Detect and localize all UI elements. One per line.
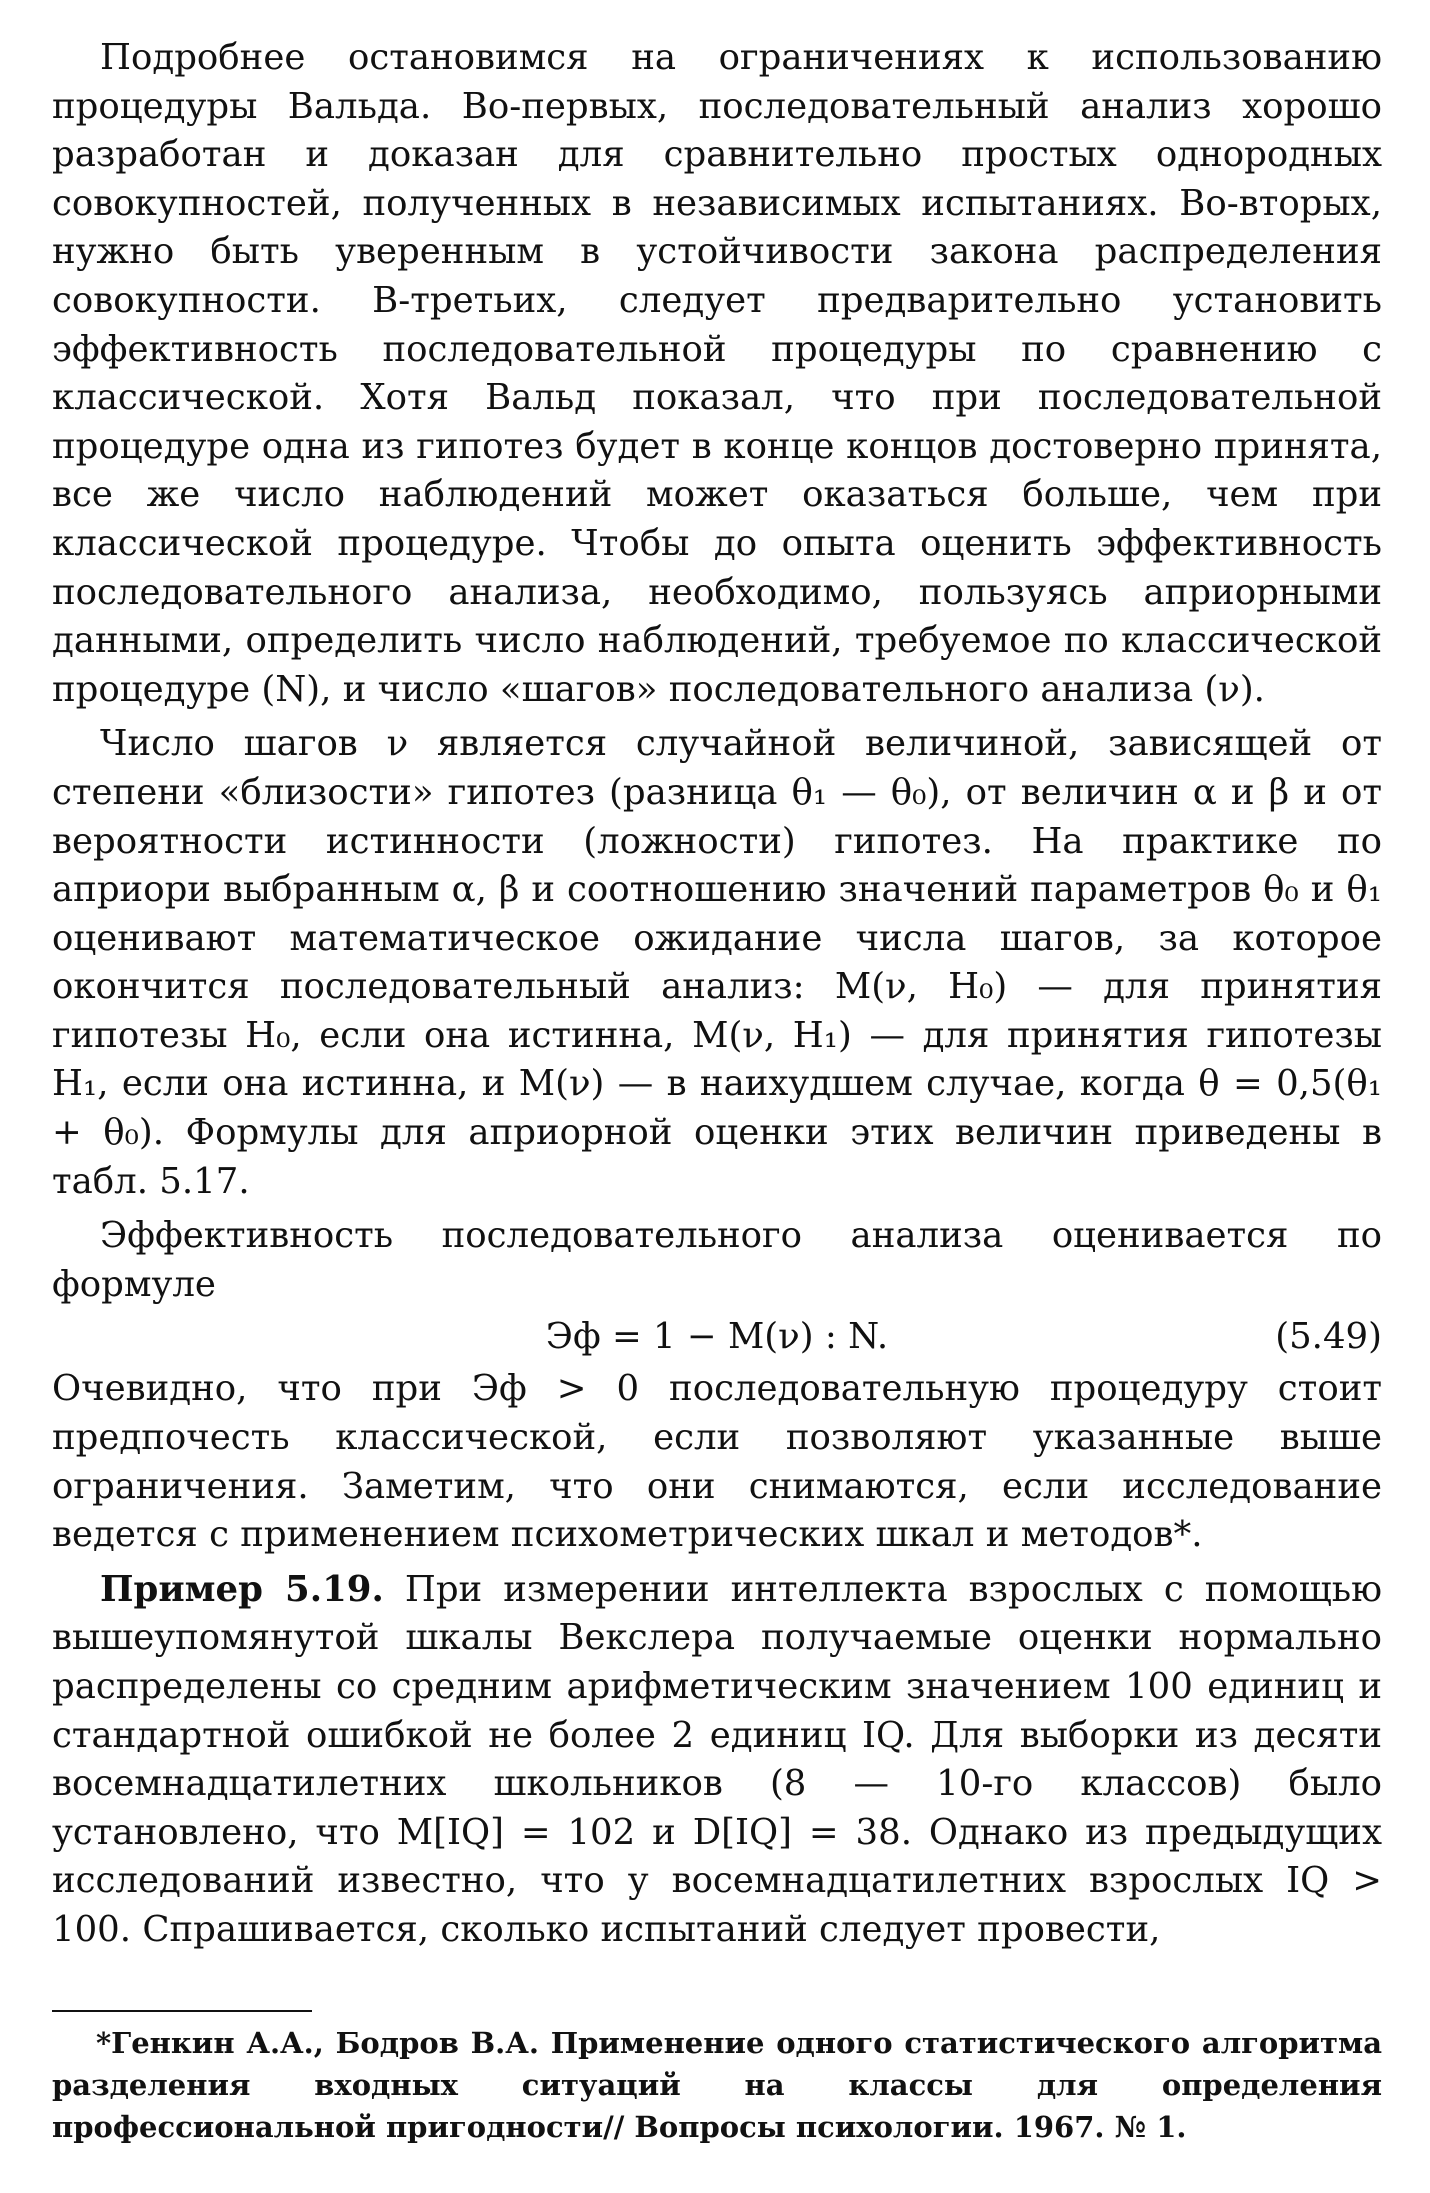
example-text: При измерении интеллекта взрослых с помощью вышеупомянутой шкалы Векслера получаемые оценки нормально распределены со средним арифметическим значением 100 единиц и стандартной ошибкой не более 2 единиц IQ. Для выборки из десяти восемнадцатилетних школьников (8 — 10-го классов) было установлено, что M[IQ] = 102 и D[IQ] = 38. Однако из предыдущих исследований известно, что у восемнадцатилетних взрослых IQ > 100. Спрашивается, сколько испытаний следует провести,	[52, 1568, 1382, 1950]
paragraph-efficiency-conclusion: Очевидно, что при Эф > 0 последовательную процедуру стоит предпочесть классической, если позволяют указанные выше ограничения. Заметим, что они снимаются, если исследование ведется с применением психометрических шкал и методов*.	[52, 1368, 1382, 1556]
footnote: *Генкин А.А., Бодров В.А. Применение одного статистического алгоритма разделения входных ситуаций на классы для определения профессиональной пригодности// Вопросы психологии. 1967. № 1.	[52, 2026, 1382, 2144]
paragraph-efficiency-intro: Эффективность последовательного анализа оценивается по формуле	[52, 1215, 1382, 1305]
paragraph-wald-limitations: Подробнее остановимся на ограничениях к использованию процедуры Вальда. Во-первых, последовательный анализ хорошо разработан и доказан для сравнительно простых однородных совокупностей, полученных в независимых испытаниях. Во-вторых, нужно быть уверенным в устойчивости закона распределения совокупности. В-третьих, следует предварительно установить эффективность последовательной процедуры по сравнению с классической. Хотя Вальд показал, что при последовательной процедуре одна из гипотез будет в конце концов достоверно принята, все же число наблюдений может оказаться больше, чем при классической процедуре. Чтобы до опыта оценить эффективность последовательного анализа, необходимо, пользуясь априорными данными, определить число наблюдений, требуемое по классической процедуре (N), и число «шагов» последовательного анализа (ν).	[52, 37, 1382, 710]
formula-number: (5.49)	[1275, 1316, 1382, 1358]
paragraph-number-of-steps: Число шагов ν является случайной величиной, зависящей от степени «близости» гипотез (разница θ₁ — θ₀), от величин α и β и от вероятности истинности (ложности) гипотез. На практике по априори выбранным α, β и соотношению значений параметров θ₀ и θ₁ оценивают математическое ожидание числа шагов, за которое окончится последовательный анализ: M(ν, H₀) — для принятия гипотезы H₀, если она истинна, M(ν, H₁) — для принятия гипотезы H₁, если она истинна, и M(ν) — в наихудшем случае, когда θ = 0,5(θ₁ + θ₀). Формулы для априорной оценки этих величин приведены в табл. 5.17.	[52, 723, 1382, 1202]
page-body	[52, 34, 1382, 1955]
example-label: Пример 5.19.	[100, 1568, 384, 1610]
footnote-divider	[52, 2010, 312, 2012]
formula-5-49	[52, 1309, 1382, 1365]
example-5-19	[52, 1566, 1382, 1955]
formula-expression: Эф = 1 − M(ν) : N.	[545, 1316, 889, 1358]
